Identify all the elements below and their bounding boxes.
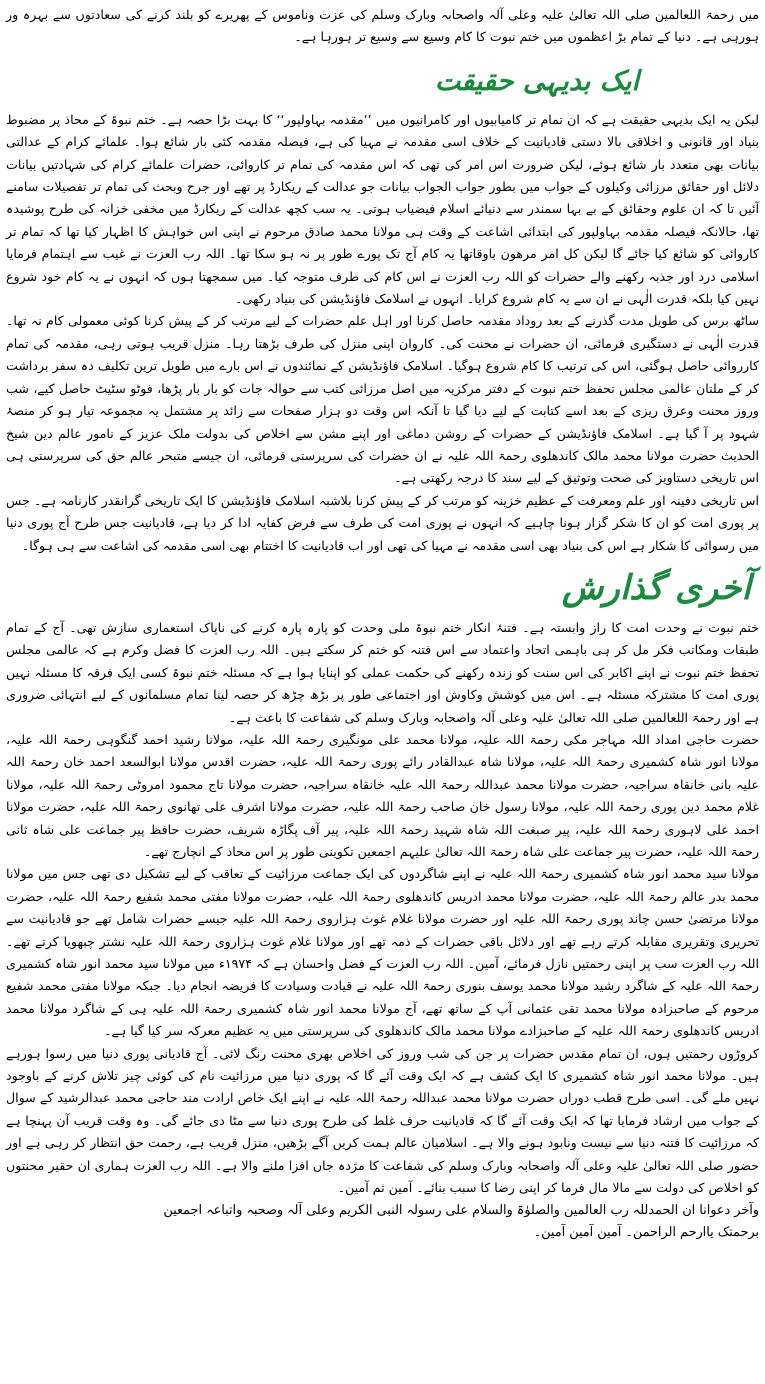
section-heading-badihi-haqeeqat: ایک بدیہی حقیقت (434, 65, 639, 97)
section2-paragraph: حضرت حاجی امداد اللہ مہاجر مکی رحمۃ اللہ علیہ، مولانا محمد علی مونگیری رحمۃ اللہ علیہ، مولانا رشید احمد گنگوہی رحمۃ اللہ علیہ، مولانا انور شاہ کشمیری رحمۃ اللہ علیہ، مولانا شاہ عبدالقادر رائے پوری رحمۃ اللہ علیہ، حضرت اقدس مولانا ابوالسعد احمد خان رحمۃ اللہ علیہ بانی خانقاہ سراجیہ، حضرت مولانا محمد عبداللہ رحمۃ اللہ علیہ خانقاہ سراجیہ، حضرت مولانا تاج محمود امروٹی رحمۃ اللہ علیہ، مولانا غلام محمد دین پوری رحمۃ اللہ علیہ، مولانا رسول خان صاحب رحمۃ اللہ علیہ، حضرت مولانا اشرف علی تھانوی رحمۃ اللہ علیہ، حضرت مولانا احمد علی لاہوری رحمۃ اللہ علیہ، پیر صبغت اللہ شاہ شہید رحمۃ اللہ علیہ، پیر آف پگاڑہ شریف، حضرت حافظ پیر جماعت علی شاہ ثانی رحمۃ اللہ علیہ، حضرت پیر جماعت علی شاہ رحمۃ اللہ تعالیٰ علیہم اجمعین تکوینی طور پر اس محاذ کے انچارج تھے۔ (6, 731, 759, 859)
section2-paragraph: کروڑوں رحمتیں ہوں، ان تمام مقدس حضرات پر جن کی شب وروز کی اخلاص بھری محنت رنگ لائی۔ آج قادیانی پوری دنیا میں رسوا ہورہے ہیں۔ مولانا محمد انور شاہ کشمیری کا ایک کشف ہے کہ ایک وقت آئے گا کہ پوری دنیا میں مرزائیت نام کی کوئی چیز تلاش کرنے کے باوجود نہیں ملے گی۔ اسی طرح قطب دوراں حضرت مولانا محمد عبداللہ رحمۃ اللہ علیہ نے اپنے ایک خاص ارادت مند حاجی محمد عبدالرشید کے سوال کے جواب میں ارشاد فرمایا تھا کہ ایک وقت آئے گا کہ قادیانیت حرف غلط کی طرح پوری دنیا سے مٹا دی جائے گی۔ وہ وقت قریب آن پہنچا ہے کہ مرزائیت کا فتنہ دنیا سے نیست ونابود ہونے والا ہے۔ اسلامیان عالم ہمت کریں آگے بڑھیں، منزل قریب ہے، رحمت حق انتظار کر رہی ہے اور حضور صلی اللہ تعالیٰ علیہ وعلی آلہ واصحابہ وبارک وسلم کی شفاعت کا مژدہ جاں افزا ملنے والا ہے۔ اللہ رب العزت ہماری ان حقیر محنتوں کو اخلاص کی دولت سے مالا مال فرما کر اپنی رضا کا سبب بنائے۔ آمین ثم آمین۔ (6, 1045, 759, 1196)
closing-dua-line-1: وآخر دعوانا ان الحمدللہ رب العالمین والصلوٰۃ والسلام علی رسولہ النبی الکریم وعلی آلہ وصحبہ واتباعہ اجمعین (163, 1202, 759, 1218)
closing-dua-line-2: برحمتک یاارحم الراحمن۔ آمین آمین آمین۔ (533, 1224, 759, 1240)
section2-paragraph: ختم نبوت نے وحدت امت کا راز وابستہ ہے۔ فتنۂ انکار ختم نبوۃ ملی وحدت کو پارہ پارہ کرنے کی ناپاک استعماری سازش تھی۔ آج کے تمام طبقات ومکاتب فکر مل کر ہی باہمی اتحاد واعتماد سے اس فتنہ کو ختم کر سکتے ہیں۔ اللہ رب العزت کا فضل وکرم ہے کہ عالمی مجلس تحفظ ختم نبوت نے اپنے اکابر کی اس سنت کو زندہ رکھنے کی حکمت عملی کو اپنایا ہوا ہے کہ مسئلہ ختم نبوۃ کسی ایک فرقہ کا مسئلہ نہیں پوری امت کا مشترکہ مسئلہ ہے۔ اس میں کوشش وکاوش اور اجتماعی طور پر بڑھ چڑھ کر حصہ لینا تمام مسلمانوں کے لیے انتہائی ضروری ہے اور رحمۃ اللعالمین صلی اللہ تعالیٰ علیہ وعلی آلہ واصحابہ وبارک وسلم کی شفاعت کا باعث ہے۔ (6, 619, 759, 725)
section1-body (6, 109, 759, 557)
section-heading-akhri-guzarish: آخری گذارش (561, 567, 751, 608)
section2-body (6, 617, 759, 1200)
section1-paragraph: اس تاریخی دفینہ اور علم ومعرفت کے عظیم خزینہ کو مرتب کر کے پیش کرنا بلاشبہ اسلامک فاؤنڈیشن کا ایک تاریخی گرانقدر کارنامہ ہے۔ جس پر پوری امت کو ان کا شکر گزار ہونا چاہیے کہ انہوں نے پوری امت کی طرف سے فرض کفایہ ادا کر دیا ہے، قادیانیت جس طرح آج پوری دنیا میں رسوائی کا شکار ہے اس کی بنیاد بھی اسی مقدمہ نے مہیا کی تھی اور اب قادیانیت کا اختتام بھی اسی مقدمہ کی اشاعت سے ہی ہوگا۔ (6, 492, 759, 553)
intro-paragraph: میں رحمۃ اللعالمین صلی اللہ تعالیٰ علیہ وعلی آلہ واصحابہ وبارک وسلم کی عزت وناموس کے پھریرے کو بلند کرنے کی سعادتوں سے بہرہ ور ہورہی ہے۔ دنیا کے تمام بڑ اعظموں میں ختم نبوت کا کام وسیع سے وسیع تر ہورہا ہے۔ (6, 7, 759, 45)
section1-paragraph: ساٹھ برس کی طویل مدت گذرنے کے بعد روداد مقدمہ حاصل کرنا اور اہل علم حضرات کے لیے مرتب کر کے پیش کرنا کوئی معمولی کام نہ تھا۔ قدرت الٰہی نے دستگیری فرمائی، ان حضرات نے محنت کی۔ کاروان اپنی منزل کی طرف بڑھتا رہا۔ منزل قریب ہوتی رہی، مقدمہ کی تمام کارروائی حاصل ہوگئی، اس کی ترتیب کا کام شروع ہوگیا۔ اسلامک فاؤنڈیشن کے نمائندوں نے اس بارے میں طویل ترین تکلیف دہ سفر برداشت کر کے ملتان عالمی مجلس تحفظ ختم نبوت کے دفتر مرکزیہ میں اصل مرزائی کتب سے حوالہ جات کو بار بار پڑھا، فوٹو سٹیٹ حاصل کیے، شب وروز محنت وعرق ریزی کے بعد اسے کتابت کے لیے دیا گیا تا آنکہ اس وقت دو ہزار صفحات سے زائد پر مشتمل یہ مجموعہ تیار ہو کر منصۂ شہود پر آ گیا ہے۔ اسلامک فاؤنڈیشن کے حضرات کے روشن دماغی اور اپنے مشن سے اخلاص کی بدولت ملک عزیز کے نامور عالم دین شیخ الحدیث حضرت مولانا محمد مالک کاندھلوی رحمۃ اللہ علیہ نے ان حضرات کی سرپرستی فرمائی، ان جیسے متبحر عالم حق کی سرپرستی ہی اس تاریخی دستاویز کی صحت وتوثیق کے لیے سند کا درجہ رکھتی ہے۔ (6, 313, 759, 486)
section2-paragraph: مولانا سید محمد انور شاہ کشمیری رحمۃ اللہ علیہ نے اپنے شاگردوں کی ایک جماعت مرزائیت کے تعاقب کے لیے تشکیل دی تھی جس میں مولانا محمد بدر عالم رحمۃ اللہ علیہ، حضرت مولانا محمد ادریس کاندھلوی رحمۃ اللہ علیہ، حضرت مولانا مفتی محمد شفیع رحمۃ اللہ علیہ، حضرت مولانا مرتضیٰ حسن چاند پوری رحمۃ اللہ علیہ اور حضرت مولانا غلام غوث ہزاروی رحمۃ اللہ علیہ جیسے حضرات شامل تھے جو قادیانیت سے تحریری وتقریری مقابلہ کرتے رہے تھے اور دلائل باقی حضرات کے ذمہ تھے اور مولانا غلام غوث ہزاروی رحمۃ اللہ علیہ نشتر چبھویا کرتے تھے۔ اللہ رب العزت سب پر اپنی رحمتیں نازل فرمائے، آمین۔ اللہ رب العزت کے فضل واحسان ہے کہ ۱۹۷۴ء میں مولانا سید محمد انور شاہ کشمیری رحمۃ اللہ علیہ کے شاگرد رشید مولانا محمد یوسف بنوری رحمۃ اللہ علیہ نے قیادت وسیادت کا فریضہ انجام دیا۔ جبکہ مولانا مفتی محمد شفیع مرحوم کے صاحبزادہ مولانا محمد تقی عثمانی آپ کے ساتھ تھے، آج مولانا محمد انور شاہ کشمیری رحمۃ اللہ علیہ ہی کے شاگرد مولانا محمد ادریس کاندھلوی رحمۃ اللہ علیہ کے صاحبزادے مولانا محمد مالک کاندھلوی کی سرپرستی میں یہ عظیم معرکہ سر کیا گیا ہے۔ (6, 866, 760, 1039)
section1-paragraph: لیکن یہ ایک بدیہی حقیقت ہے کہ ان تمام تر کامیابیوں اور کامرانیوں میں ’’مقدمہ بہاولپور‘‘ کا بہت بڑا حصہ ہے۔ ختم نبوۃ کے محاذ پر مضبوط بنیاد اور قانونی و اخلاقی بالا دستی قادیانیت کے خلاف اسی مقدمہ نے مہیا کی ہے، فیصلہ مقدمہ کئی بار شائع ہوا۔ علمائے کرام کے عدالتی بیانات بھی متعدد بار شائع ہوئے، لیکن ضرورت اس امر کی تھی کہ اس مقدمہ کی تمام تر کاروائی، حضرات علمائے کرام کی شہادتیں بیانات دلائل اور حقائق مرزائی وکیلوں کے جواب میں بطور جواب الجواب بیانات جو عدالت کے ریکارڈ پر تھے اور جرح وبحث کی تمام تر تفصیلات سامنے آئیں تا کہ ان علوم وحقائق کے بے بہا سمندر سے دنیائے اسلام فیضیاب ہوتی۔ یہ سب کچھ عدالت کے ریکارڈ میں مخفی خزانہ کی طرح پوشیدہ تھا، حالانکہ فیصلہ مقدمہ بہاولپور کی ابتدائی اشاعت کے وقت ہی مولانا محمد صادق مرحوم نے اپنی اس خواہش کا اظہار کیا تھا کہ تمام تر کاروائی کو شائع کیا جائے گا لیکن کل امر مرھون باوقاتھا یہ کام آج تک پورے طور پر نہ ہو سکا تھا۔ اللہ رب العزت نے غیب سے اہتمام فرمایا اسلامی درد اور جذبہ رکھنے والے حضرات کو اللہ رب العزت نے اس کام کی طرف متوجہ کیا۔ میں سمجھتا ہوں کہ انہوں نے یہ کام خود شروع نہیں کیا بلکہ قدرت الٰہی نے ان سے یہ کام شروع کرایا۔ انہوں نے اسلامک فاؤنڈیشن کی بنیاد رکھی۔ (6, 111, 759, 307)
